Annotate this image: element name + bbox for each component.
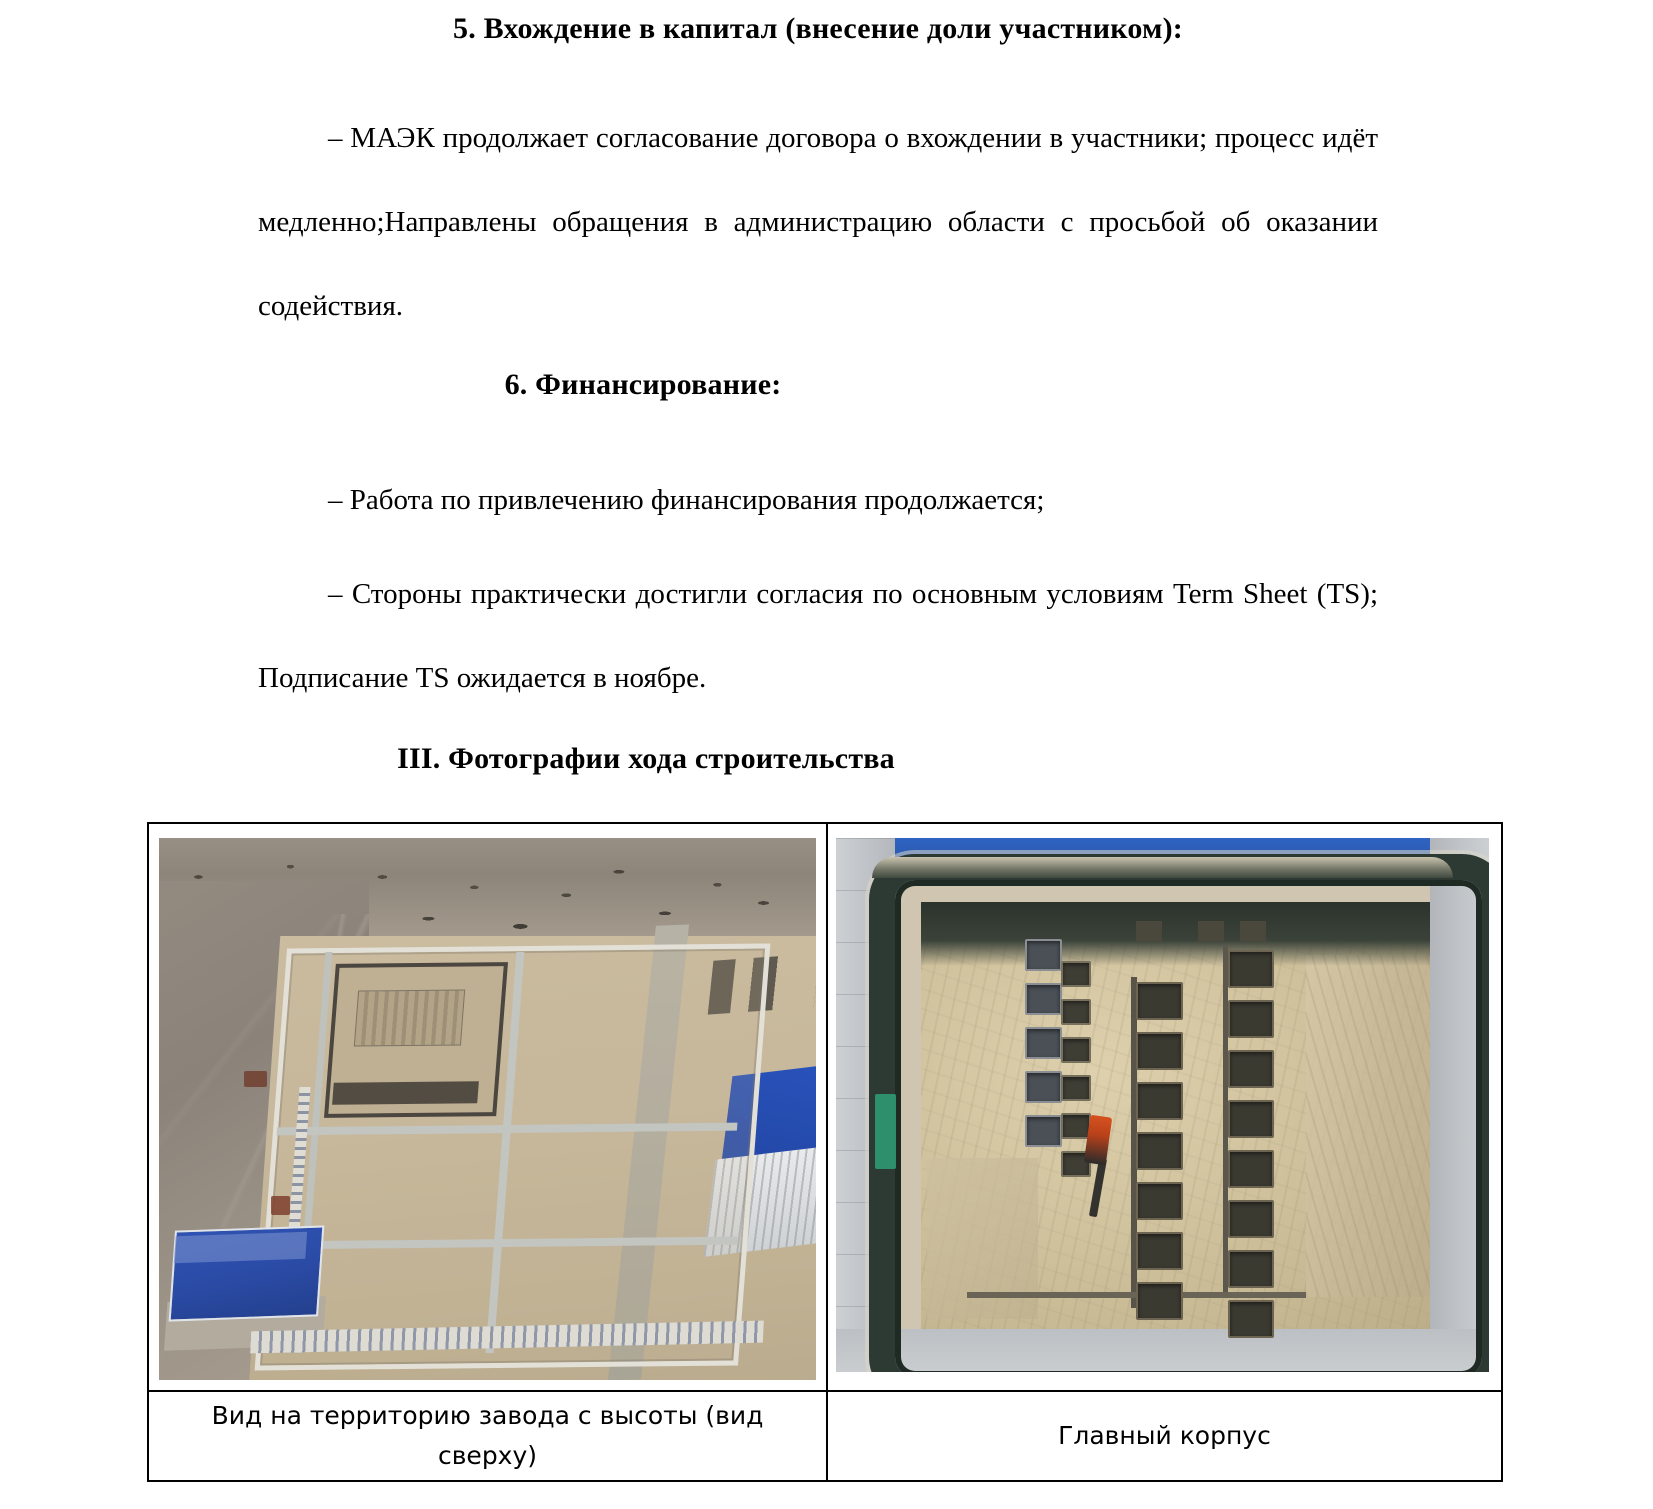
section-5-paragraph-1 bbox=[258, 96, 1378, 348]
photo-cell-site-overview bbox=[149, 824, 828, 1390]
section-6-paragraph-1-text: – Работа по привлечению финансирования продолжается; bbox=[328, 484, 1045, 516]
section-heading-photos: III. Фотографии хода строительства bbox=[397, 742, 895, 775]
construction-photo-table bbox=[147, 822, 1503, 1482]
table-row-captions bbox=[149, 1392, 1501, 1480]
excavation-pit-image bbox=[836, 838, 1489, 1372]
section-6-paragraph-2 bbox=[258, 552, 1378, 720]
section-5-paragraph-1-text: – МАЭК продолжает согласование договора о вхождении в участники; процесс идёт медленно;Направлены обращения в администрацию области с просьбой об оказании содействия. bbox=[258, 122, 1378, 322]
photo-site-overview bbox=[159, 838, 816, 1380]
photo-cell-main-building bbox=[828, 824, 1501, 1390]
photo-main-building bbox=[836, 838, 1489, 1372]
section-heading-6: 6. Финансирование: bbox=[504, 368, 782, 401]
table-row-photos bbox=[149, 824, 1501, 1392]
section-6-paragraph-1 bbox=[258, 458, 1378, 542]
section-heading-5: 5. Вхождение в капитал (внесение доли участником): bbox=[453, 12, 1183, 45]
aerial-site-image bbox=[159, 838, 816, 1380]
caption-main-building: Главный корпус bbox=[1058, 1421, 1271, 1450]
section-6-paragraph-2-text: – Стороны практически достигли согласия по основным условиям Term Sheet (TS); Подписание TS ожидается в ноябре. bbox=[258, 578, 1378, 694]
caption-site-overview: Вид на территорию завода с высоты (вид сверху) bbox=[149, 1392, 828, 1480]
